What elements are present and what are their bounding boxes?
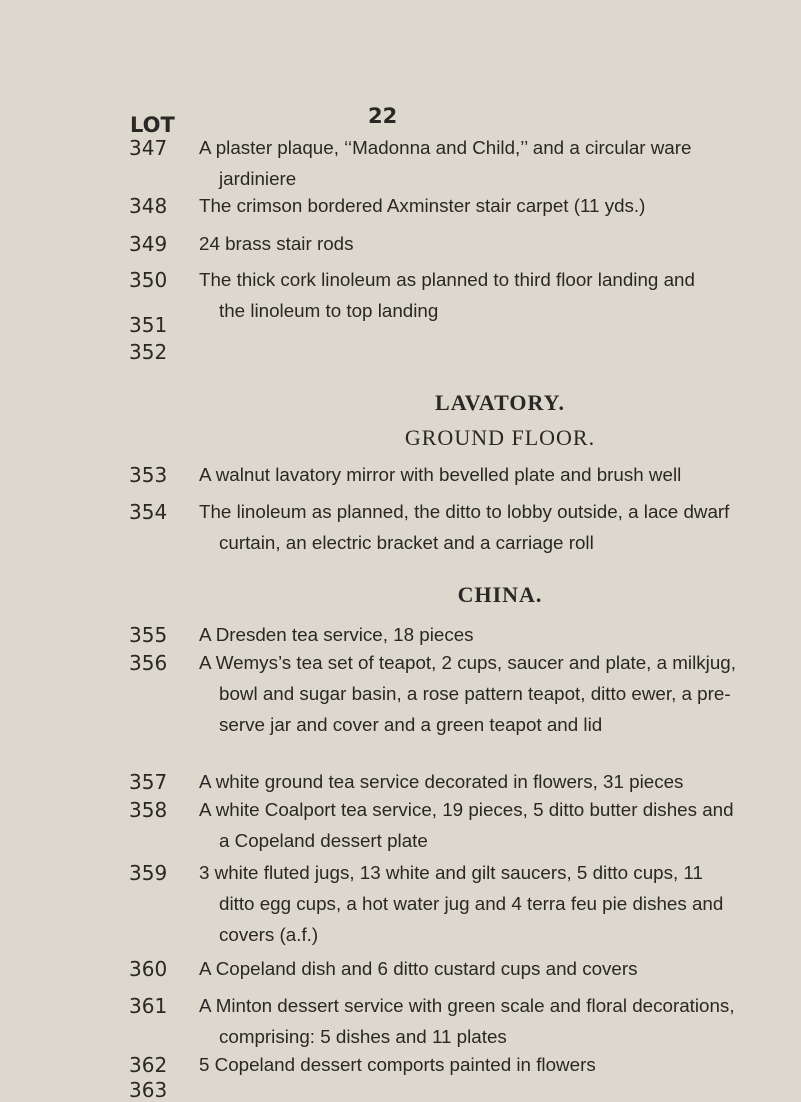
lot-number-348: 348 [129, 194, 168, 218]
description-line: jardiniere [219, 168, 297, 189]
description-line: A Copeland dish and 6 ditto custard cups and covers [199, 958, 638, 979]
description-line: A walnut lavatory mirror with bevelled plate and brush well [199, 464, 682, 485]
lot-number-347: 347 [129, 136, 168, 160]
page-number: 22 [368, 104, 398, 128]
lot-description-361 [199, 990, 773, 1052]
lot-number-355: 355 [129, 623, 168, 647]
lot-number-356: 356 [129, 651, 168, 675]
lot-number-359: 359 [129, 861, 168, 885]
lot-description-362 [199, 1049, 773, 1080]
lot-description-354 [199, 496, 773, 558]
lot-column-header: LOT [130, 113, 175, 137]
lot-number-350: 350 [129, 268, 168, 292]
lot-number-353: 353 [129, 463, 168, 487]
lot-description-359 [199, 857, 773, 950]
description-line: A white ground tea service decorated in flowers, 31 pieces [199, 771, 684, 792]
description-line: A Dresden tea service, 18 pieces [199, 624, 474, 645]
description-line: 5 Copeland dessert comports painted in flowers [199, 1054, 596, 1075]
description-line: The thick cork linoleum as planned to third floor landing and [199, 269, 695, 290]
description-line: a Copeland dessert plate [219, 830, 428, 851]
section-heading-lavatory: LAVATORY. [435, 390, 565, 415]
lot-description-356 [199, 647, 773, 740]
description-line: the linoleum to top landing [219, 300, 439, 321]
description-line: comprising: 5 dishes and 11 plates [219, 1026, 507, 1047]
lot-number-362: 362 [129, 1053, 168, 1077]
lot-number-351: 351 [129, 313, 168, 337]
description-line: serve jar and cover and a green teapot and lid [219, 714, 603, 735]
lot-description-353 [199, 459, 773, 490]
lot-number-357: 357 [129, 770, 168, 794]
lot-description-355 [199, 619, 773, 650]
section-heading-china: CHINA. [457, 582, 543, 607]
lot-description-357 [199, 766, 773, 797]
lot-description-358 [199, 794, 773, 856]
description-line: A white Coalport tea service, 19 pieces, 5 ditto butter dishes and [199, 799, 734, 820]
lot-number-360: 360 [129, 957, 168, 981]
description-line: ditto egg cups, a hot water jug and 4 terra feu pie dishes and [219, 893, 724, 914]
lot-description-347 [199, 132, 773, 194]
description-line: 24 brass stair rods [199, 233, 354, 254]
lot-description-360 [199, 953, 773, 984]
description-line: covers (a.f.) [219, 924, 319, 945]
description-line: bowl and sugar basin, a rose pattern teapot, ditto ewer, a pre- [219, 683, 731, 704]
description-line: A Wemys’s tea set of teapot, 2 cups, saucer and plate, a milkjug, [199, 652, 736, 673]
lot-number-363: 363 [129, 1078, 168, 1102]
description-line: The crimson bordered Axminster stair carpet (11 yds.) [199, 195, 646, 216]
lot-description-350 [199, 264, 773, 326]
lot-number-349: 349 [129, 232, 168, 256]
lot-number-354: 354 [129, 500, 168, 524]
description-line: 3 white fluted jugs, 13 white and gilt saucers, 5 ditto cups, 11 [199, 862, 703, 883]
lot-number-361: 361 [129, 994, 168, 1018]
section-heading-ground-floor: GROUND FLOOR. [404, 425, 596, 450]
lot-description-348 [199, 190, 773, 221]
description-line: A Minton dessert service with green scale and floral decorations, [199, 995, 735, 1016]
lot-number-352: 352 [129, 340, 168, 364]
description-line: curtain, an electric bracket and a carriage roll [219, 532, 594, 553]
lot-description-349 [199, 228, 773, 259]
description-line: A plaster plaque, ‘‘Madonna and Child,’’ and a circular ware [199, 137, 692, 158]
lot-number-358: 358 [129, 798, 168, 822]
description-line: The linoleum as planned, the ditto to lobby outside, a lace dwarf [199, 501, 730, 522]
